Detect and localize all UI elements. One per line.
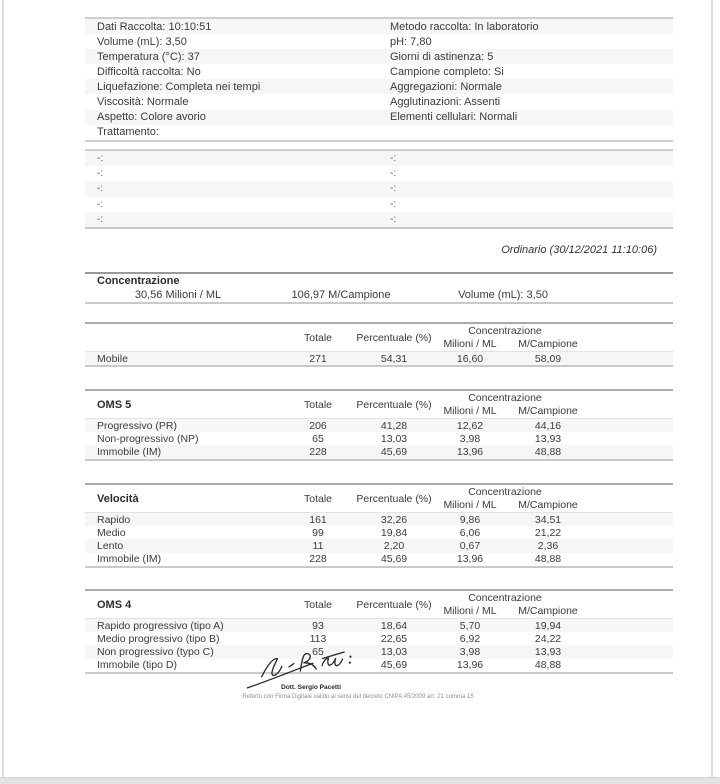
row-label: Lento (97, 539, 124, 552)
info-row (85, 19, 673, 34)
table-title (85, 324, 275, 351)
table-header (85, 485, 673, 513)
row-label: Medio (97, 526, 126, 539)
cell-milioni-ml: 5,70 (459, 619, 481, 632)
info-row (85, 49, 673, 64)
info-left-text: Liquefazione: Completa nei tempi (97, 80, 261, 93)
cell-percentuale: 19,84 (380, 526, 408, 539)
table-body (85, 619, 673, 672)
row-label: Rapido (97, 513, 131, 526)
col-m-campione: M/Campione (518, 605, 578, 617)
cell-milioni-ml: 16,60 (456, 352, 484, 365)
info-right-text: Aggregazioni: Normale (390, 80, 502, 93)
cell-m-campione: 19,94 (534, 619, 562, 632)
cell-milioni-ml: 13,96 (456, 553, 484, 566)
oms4-table (85, 589, 673, 674)
table-header (85, 324, 673, 352)
cell-totale: 65 (312, 645, 324, 658)
table-title: OMS 4 (97, 598, 132, 611)
row-label: Non progressivo (typo C) (97, 645, 214, 658)
row-label: Immobile (IM) (97, 445, 162, 458)
col-m-campione: M/Campione (518, 499, 578, 511)
col-concentrazione: Concentrazione (468, 485, 542, 498)
cell-totale: 113 (309, 632, 327, 645)
table-body (85, 352, 673, 365)
empty-field-row (85, 151, 673, 166)
info-left-text: Temperatura (°C): 37 (97, 50, 200, 63)
info-right-text: Campione completo: Si (390, 65, 504, 78)
concentration-volume: Volume (mL): 3,50 (458, 289, 548, 301)
concentration-m-campione: 106,97 M/Campione (291, 289, 391, 301)
table-body (85, 419, 673, 459)
empty-field-right: -: (390, 168, 397, 180)
col-percentuale: Percentuale (%) (356, 398, 432, 411)
col-percentuale: Percentuale (%) (356, 331, 432, 344)
cell-percentuale: 32,26 (380, 513, 408, 526)
info-right-text: pH: 7,80 (390, 35, 432, 48)
cell-percentuale: 13,03 (380, 432, 408, 445)
row-label: Non-progressivo (NP) (97, 432, 199, 445)
info-row (85, 94, 673, 109)
handwritten-signature (242, 642, 363, 690)
cell-totale: 161 (309, 513, 327, 526)
empty-field-row (85, 212, 673, 227)
info-right-text: Giorni di astinenza: 5 (390, 50, 494, 63)
empty-field-left: -: (97, 153, 104, 165)
col-concentrazione: Concentrazione (468, 391, 542, 404)
empty-field-row (85, 166, 673, 181)
table-title: OMS 5 (97, 398, 132, 411)
concentration-title: Concentrazione (97, 275, 180, 287)
table-row (85, 526, 673, 539)
info-left-text: Volume (mL): 3,50 (97, 35, 187, 48)
table-row (85, 419, 673, 432)
table-row (85, 659, 673, 672)
row-label: Rapido progressivo (tipo A) (97, 619, 224, 632)
concentration-values-row (85, 288, 673, 302)
info-left-text: Aspetto: Colore avorio (97, 111, 206, 124)
cell-percentuale: 18,64 (380, 619, 408, 632)
info-row (85, 110, 673, 125)
info-row (85, 34, 673, 49)
cell-milioni-ml: 3,98 (459, 432, 481, 445)
info-right-text: Metodo raccolta: In laboratorio (390, 20, 539, 33)
col-milioni-ml: Milioni / ML (443, 405, 497, 417)
col-concentrazione: Concentrazione (468, 591, 542, 604)
cell-milioni-ml: 6,06 (459, 526, 481, 539)
cell-totale: 11 (312, 539, 324, 552)
info-left-text: Trattamento: (97, 126, 159, 139)
empty-field-left: -: (97, 183, 104, 195)
exam-type-line: Ordinario (30/12/2021 11:10:06) (501, 244, 657, 256)
empty-field-right: -: (390, 183, 397, 195)
empty-field-left: -: (97, 198, 104, 210)
cell-m-campione: 2,36 (537, 539, 559, 552)
cell-percentuale: 45,69 (380, 659, 408, 672)
cell-totale: 271 (309, 352, 327, 365)
collection-info-section (85, 17, 673, 142)
concentration-section (85, 272, 673, 304)
cell-milioni-ml: 12,62 (456, 419, 484, 432)
velocita-table (85, 483, 673, 568)
cell-percentuale: 54,31 (380, 352, 408, 365)
cell-totale: 206 (309, 419, 327, 432)
cell-percentuale: 13,03 (380, 645, 408, 658)
table-row (85, 619, 673, 632)
col-m-campione: M/Campione (518, 405, 578, 417)
empty-fields-section (85, 149, 673, 229)
cell-m-campione: 13,93 (534, 645, 562, 658)
empty-field-row (85, 181, 673, 196)
table-header (85, 591, 673, 619)
col-percentuale: Percentuale (%) (356, 492, 432, 505)
cell-m-campione: 48,88 (534, 445, 562, 458)
cell-milioni-ml: 13,96 (456, 659, 484, 672)
table-row (85, 645, 673, 658)
info-left-text: Dati Raccolta: 10:10:51 (97, 20, 212, 33)
concentration-milioni-ml: 30,56 Milioni / ML (134, 289, 222, 301)
col-concentrazione: Concentrazione (468, 324, 542, 337)
cell-milioni-ml: 0,67 (459, 539, 481, 552)
table-row (85, 513, 673, 526)
cell-totale: 93 (312, 619, 324, 632)
cell-m-campione: 21,22 (534, 526, 562, 539)
row-label: Mobile (97, 352, 128, 365)
empty-field-left: -: (97, 213, 104, 225)
cell-percentuale: 22,65 (380, 632, 408, 645)
col-milioni-ml: Milioni / ML (443, 605, 497, 617)
cell-m-campione: 48,88 (534, 659, 562, 672)
info-row (85, 64, 673, 79)
row-label: Immobile (tipo D) (97, 659, 177, 672)
empty-field-right: -: (390, 198, 397, 210)
table-title: Velocità (97, 492, 139, 505)
info-left-text: Viscosità: Normale (97, 96, 189, 109)
empty-field-left: -: (97, 168, 104, 180)
col-totale: Totale (303, 398, 333, 411)
table-row (85, 553, 673, 566)
cell-milioni-ml: 9,86 (459, 513, 481, 526)
cell-totale: 228 (309, 445, 327, 458)
table-row (85, 352, 673, 365)
page-bottom-edge (0, 777, 720, 784)
cell-m-campione: 58,09 (534, 352, 562, 365)
cell-m-campione: 13,93 (534, 432, 562, 445)
row-label: Medio progressivo (tipo B) (97, 632, 220, 645)
info-row (85, 79, 673, 94)
cell-m-campione: 48,88 (534, 553, 562, 566)
info-left-text: Difficoltà raccolta: No (97, 65, 201, 78)
oms5-table (85, 389, 673, 461)
doctor-name: Dott. Sergio Pacetti (281, 684, 341, 691)
cell-totale: 99 (312, 526, 324, 539)
cell-m-campione: 24,22 (534, 632, 562, 645)
page-right-edge (711, 0, 713, 784)
digital-signature-disclaimer: Referto con Firma Digitale valido ai sensi del decreto CNIPA 45/2009 art. 21 comma 15 (242, 693, 474, 700)
col-m-campione: M/Campione (518, 338, 578, 350)
cell-milioni-ml: 13,96 (456, 445, 484, 458)
table-row (85, 445, 673, 458)
cell-percentuale: 45,69 (380, 445, 408, 458)
table-header (85, 391, 673, 419)
cell-percentuale: 41,28 (380, 419, 408, 432)
cell-milioni-ml: 6,92 (459, 632, 481, 645)
col-milioni-ml: Milioni / ML (443, 499, 497, 511)
cell-m-campione: 34,51 (534, 513, 562, 526)
cell-milioni-ml: 3,98 (459, 645, 481, 658)
empty-field-right: -: (390, 153, 397, 165)
table-row (85, 432, 673, 445)
info-row (85, 125, 673, 140)
cell-percentuale: 2,20 (383, 539, 405, 552)
col-percentuale: Percentuale (%) (356, 598, 432, 611)
table-row (85, 539, 673, 552)
page-left-edge (2, 0, 4, 784)
mobile-table (85, 322, 673, 367)
info-right-text: Elementi cellulari: Normali (390, 111, 518, 124)
col-totale: Totale (303, 598, 333, 611)
col-milioni-ml: Milioni / ML (443, 338, 497, 350)
table-body (85, 513, 673, 566)
info-right-text: Agglutinazioni: Assenti (390, 96, 501, 109)
table-row (85, 632, 673, 645)
row-label: Progressivo (PR) (97, 419, 177, 432)
cell-m-campione: 44,16 (534, 419, 562, 432)
col-totale: Totale (303, 331, 333, 344)
col-totale: Totale (303, 492, 333, 505)
cell-totale: 228 (309, 553, 327, 566)
empty-field-row (85, 197, 673, 212)
cell-percentuale: 45,69 (380, 553, 408, 566)
cell-totale: 65 (312, 432, 324, 445)
empty-field-right: -: (390, 213, 397, 225)
row-label: Immobile (IM) (97, 553, 162, 566)
